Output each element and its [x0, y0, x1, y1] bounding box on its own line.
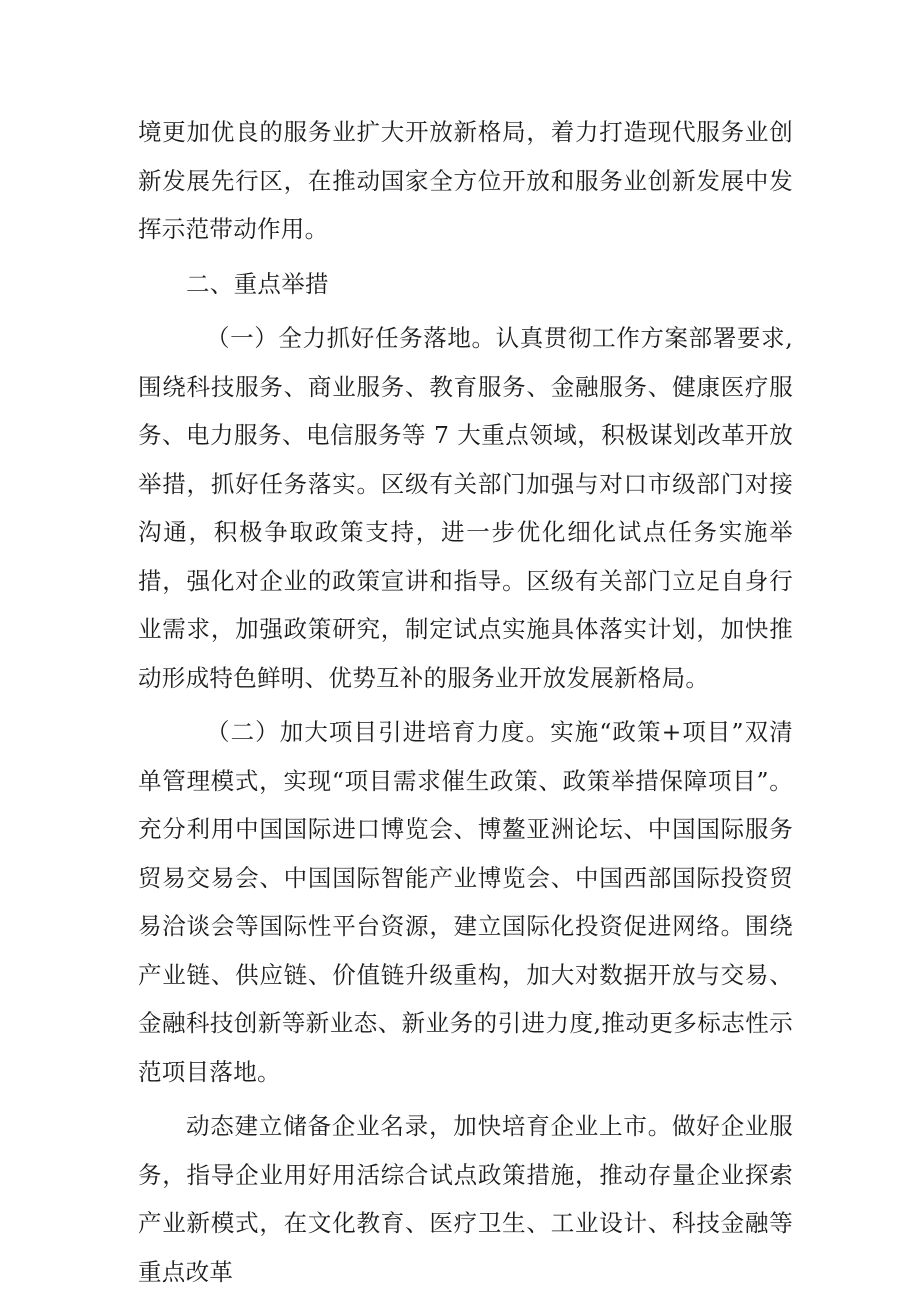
- section-heading-key-measures: 二、重点举措: [186, 269, 329, 298]
- paragraph-continuation: 境更加优良的服务业扩大开放新格局，着力打造现代服务业创新发展先行区，在推动国家全方位开放和服务业创新发展中发挥示范带动作用。: [138, 118, 793, 243]
- document-body: [138, 108, 793, 1296]
- paragraph-task-implementation: （一）全力抓好任务落地。认真贯彻工作方案部署要求,围绕科技服务、商业服务、教育服务、金融服务、健康医疗服务、电力服务、电信服务等 7 大重点领域，积极谋划改革开放举措，抓好任务落实。区级有关部门加强与对口市级部门对接沟通，积极争取政策支持，进一步优化细化试点任务实施举措，强化对企业的政策宣讲和指导。区级有关部门立足自身行业需求，加强政策研究，制定试点实施具体落实计划，加快推动形成特色鲜明、优势互补的服务业开放发展新格局。: [138, 324, 793, 692]
- paragraph-project-introduction: （二）加大项目引进培育力度。实施“政策+项目”双清单管理模式，实现“项目需求催生政策、政策举措保障项目”。充分利用中国国际进口博览会、博鳌亚洲论坛、中国国际服务贸易交易会、中国国际智能产业博览会、中国西部国际投资贸易洽谈会等国际性平台资源，建立国际化投资促进网络。围绕产业链、供应链、价值链升级重构，加大对数据开放与交易、金融科技创新等新业态、新业务的引进力度,推动更多标志性示范项目落地。: [138, 718, 793, 1086]
- paragraph-enterprise-directory: 动态建立储备企业名录，加快培育企业上市。做好企业服务，指导企业用好用活综合试点政策措施，推动存量企业探索产业新模式，在文化教育、医疗卫生、工业设计、科技金融等重点改革: [138, 1112, 793, 1286]
